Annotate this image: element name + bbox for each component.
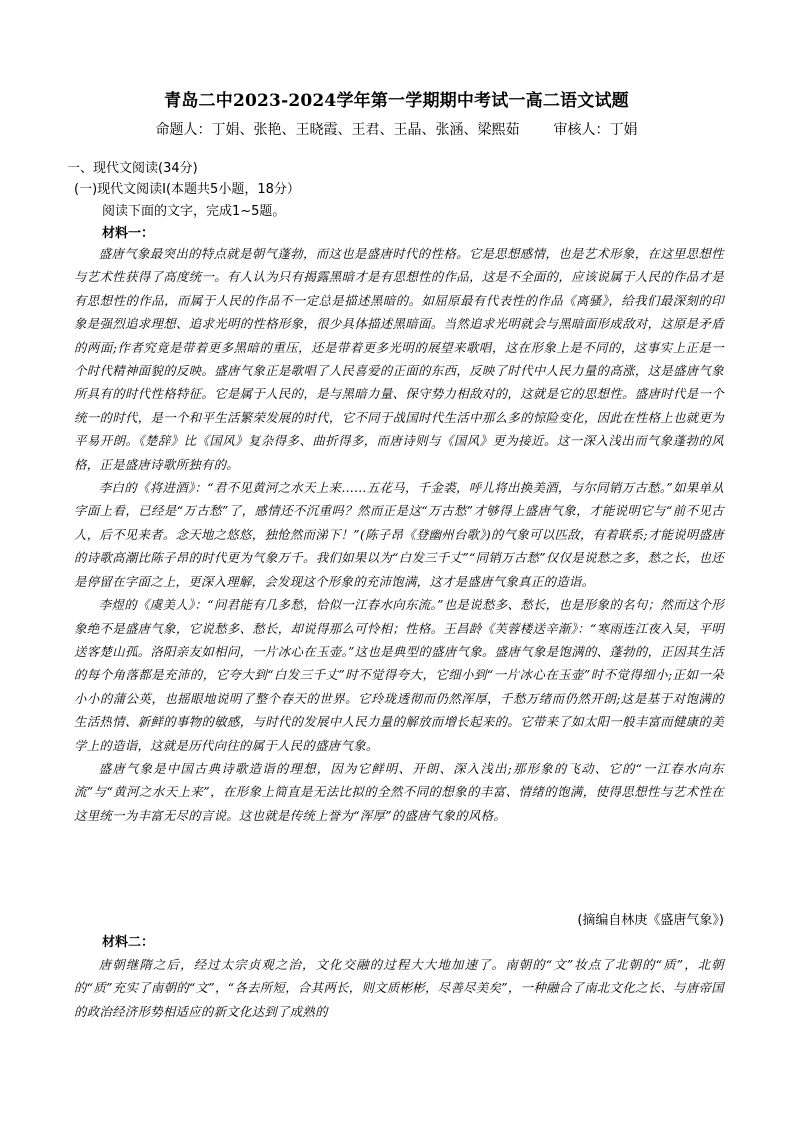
material1-paragraph: 李煜的《虞美人》：“问君能有几多愁，恰似一江春水向东流。”也是说愁多、愁长，也是形象的名句；然而这个形象绝不是盛唐气象，它说愁多、愁长，却说得那么可怜相；性格。王昌龄《芙蓉楼送辛渐》：“寒雨连江夜入吴，平明送客楚山孤。洛阳亲友如相问，一片冰心在玉壶。”这也是典型的盛唐气象。盛唐气象是饱满的、蓬勃的，正因其生活的每个角落都是充沛的，它夸大到“白发三千丈”时不觉得夸大，它细小到“一片冰心在玉壶”时不觉得细小;正如一朵小小的蒲公英，也摇眼地说明了整个春天的世界。它玲珑透彻而仍然浑厚，千愁万绪而仍然开朗;这是基于对饱满的生活热情、新鲜的事物的敏感，与时代的发展中人民力量的解放而增长起来的。它带来了如太阳一般丰富而健康的美学上的造诣，这就是历代向往的属于人民的盛唐气象。 <box>74 597 724 753</box>
subsection-heading: (一)现代文阅读Ⅰ(本题共5小题，18分） <box>74 182 300 197</box>
material1-label: 材料一： <box>102 226 155 241</box>
material2-paragraph: 唐朝继隋之后，经过太宗贞观之治，文化交融的过程大大地加速了。南朝的“文”妆点了北朝的“质”，北朝的“质”充实了南朝的“文”，“各去所短，合其两长，则文质彬彬，尽善尽美矣”，一种融合了南北文化之长、与唐帝国的政治经济形势相适应的新文化达到了成熟的 <box>74 957 724 1019</box>
material2-label: 材料二： <box>102 935 155 950</box>
instruction: 阅读下面的文字，完成1~5题。 <box>102 204 286 219</box>
material1-paragraph: 盛唐气象最突出的特点就是朝气蓬勃，而这也是盛唐时代的性格。它是思想感情，也是艺术形象，在这里思想性与艺术性获得了高度统一。有人认为只有揭露黑暗才是有思想性的作品，这是不全面的，应该说属于人民的作品才是有思想性的作品，而属于人民的作品不一定总是描述黑暗的。如屈原最有代表性的作品《离骚》，给我们最深刻的印象是强烈追求理想、追求光明的性格形象，很少具体描述黑暗面。当然追求光明就会与黑暗面形成敌对，这原是矛盾的两面;作者究竟是带着更多黑暗的重压，还是带着更多光明的展望来歌唱，这在形象上是不同的，这事实上正是一个时代精神面貌的反映。盛唐气象正是歌唱了人民喜爱的正面的东西，反映了时代中人民力量的高涨，这是盛唐气象所具有的时代性格特征。它是属于人民的，是与黑暗力量、保守势力相敌对的，这就是它的思想性。盛唐时代是一个统一的时代，是一个和平生活繁荣发展的时代，它不同于战国时代生活中那么多的惊险变化，因此在性格上也就更为平易开朗。《楚辞》比《国风》复杂得多、曲折得多，而唐诗则与《国风》更为接近。这一深入浅出而气象蓬勃的风格，正是盛唐诗歌所独有的。 <box>74 246 724 472</box>
authors-list: 命题人：丁娟、张艳、王晓霞、王君、王晶、张涵、梁熙茹 <box>155 122 520 138</box>
material1-source: (摘编自林庚《盛唐气象》) <box>577 913 724 928</box>
material1-paragraph: 盛唐气象是中国古典诗歌造诣的理想，因为它鲜明、开朗、深入浅出;那形象的飞动、它的“一江春水向东流”与“黄河之水天上来”，在形象上简直是无法比拟的全然不同的想象的丰富、情绪的饱满，使得思想性与艺术性在这里统一为丰富无尽的言说。这也就是传统上誉为“浑厚”的盛唐气象的风格。 <box>74 760 724 823</box>
exam-title: 青岛二中2023-2024学年第一学期期中考试一高二语文试题 <box>164 91 629 111</box>
reviewer: 审核人：丁娟 <box>553 122 638 138</box>
material1-body <box>74 242 724 827</box>
authors-line <box>0 119 793 139</box>
material2-body <box>74 953 724 1023</box>
section-heading: 一、现代文阅读(34分) <box>67 161 198 176</box>
material1-paragraph: 李白的《将进酒》：“君不见黄河之水天上来……五花马，千金裘，呼儿将出换美酒，与尔同销万古愁。”如果单从字面上看，已经是“万古愁”了，感情还不沉重吗？然而正是这“万古愁”才够得上盛唐气象，才能说明它与“前不见古人，后不见来者。念天地之悠悠，独怆然而涕下！”(陈子昂《登幽州台歌》)的气象可以匹敌，有着联系;才能说明盛唐的诗歌高潮比陈子昂的时代更为气象万千。我们如果以为“白发三千丈”“同销万古愁”仅仅是说愁之多，愁之长，也还是停留在字面之上，更深入理解，会发现这个形象的充沛饱满，这才是盛唐气象真正的造诣。 <box>74 480 724 589</box>
